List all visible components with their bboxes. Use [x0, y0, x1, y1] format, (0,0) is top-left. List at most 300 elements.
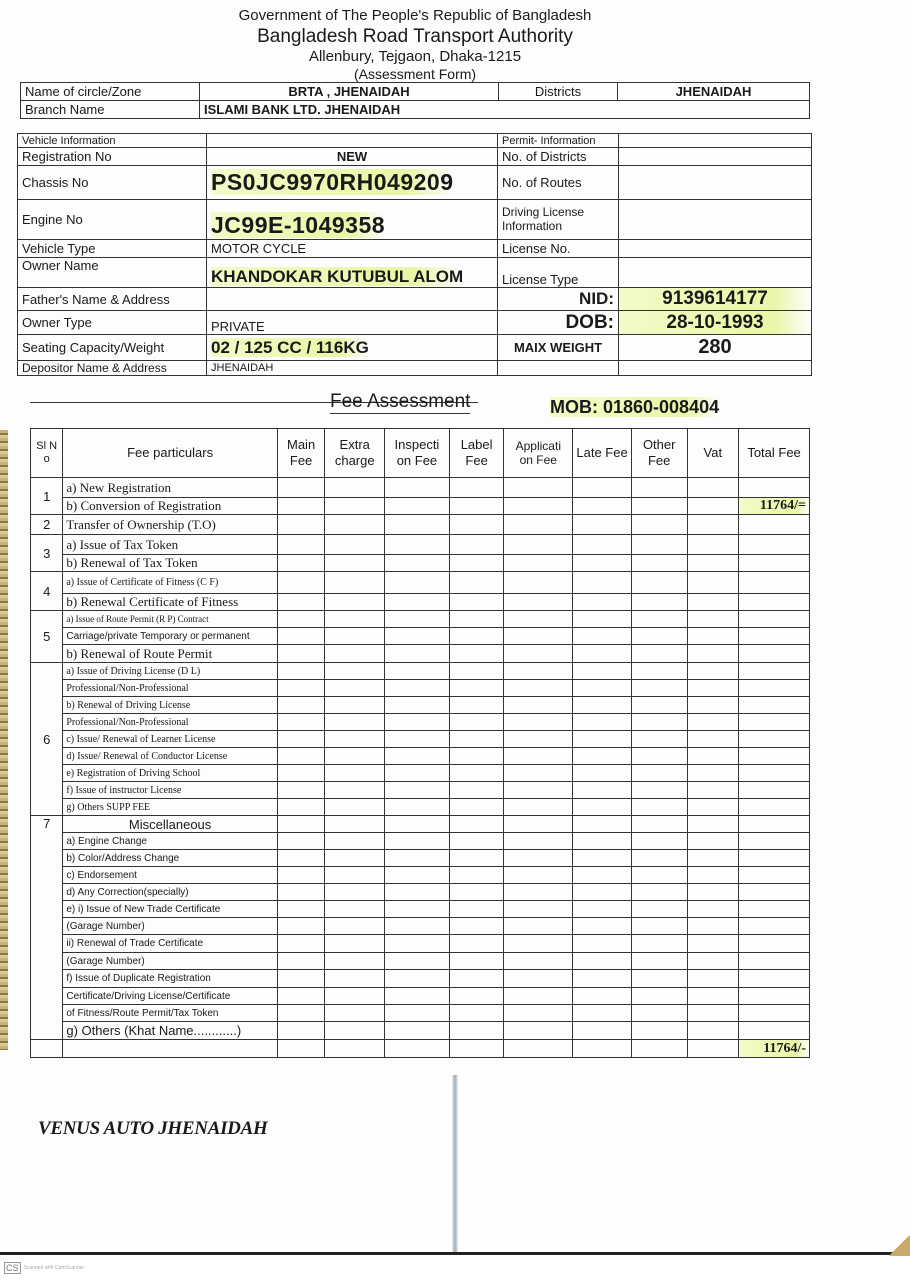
fee-cell: [573, 901, 632, 918]
fee-cell: [631, 1040, 687, 1058]
fee-cell: [385, 1022, 450, 1040]
depositor-label: Depositor Name & Address: [18, 361, 207, 376]
fee-cell: [573, 555, 632, 572]
fee-cell: [277, 498, 325, 515]
fee-cell: [277, 833, 325, 850]
fee-cell: [325, 748, 385, 765]
fee-cell: [687, 918, 739, 935]
fee-cell: [739, 867, 810, 884]
fee-cell: [687, 935, 739, 953]
fee-cell: [739, 731, 810, 748]
fee-cell: [385, 714, 450, 731]
fee-cell: [631, 731, 687, 748]
fee-cell: [631, 535, 687, 555]
fee-cell: [449, 765, 504, 782]
fee-row: [31, 478, 810, 498]
fee-cell: [739, 1022, 810, 1040]
fee-cell: [449, 663, 504, 680]
fee-cell: [277, 782, 325, 799]
fee-cell: [504, 515, 573, 535]
fee-cell: [739, 1005, 810, 1022]
fee-cell: [504, 765, 573, 782]
fee-cell: [449, 714, 504, 731]
fee-cell: [573, 697, 632, 714]
fee-cell: [687, 555, 739, 572]
zone-value: BRTA , JHENAIDAH: [200, 83, 499, 101]
fee-cell: [385, 731, 450, 748]
fee-row: [31, 555, 810, 572]
fee-row: [31, 1022, 810, 1040]
fee-row: [31, 918, 810, 935]
fee-cell: [449, 628, 504, 645]
registration-label: Registration No: [18, 148, 207, 166]
fee-cell: [687, 611, 739, 628]
fee-cell: [449, 833, 504, 850]
fee-cell: [385, 884, 450, 901]
fee-cell: [385, 478, 450, 498]
fee-cell: [504, 611, 573, 628]
fee-cell: [573, 918, 632, 935]
fee-cell: [449, 748, 504, 765]
fee-cell: [573, 884, 632, 901]
fee-cell: [687, 782, 739, 799]
fee-cell: [573, 478, 632, 498]
fee-cell: [277, 515, 325, 535]
fee-cell: [449, 515, 504, 535]
fee-cell: [449, 988, 504, 1005]
routes-label: No. of Routes: [498, 166, 619, 200]
owner-label: Owner Name: [18, 258, 207, 288]
fee-cell: [277, 867, 325, 884]
engine-value: JC99E-1049358: [211, 212, 386, 238]
fee-cell: [277, 535, 325, 555]
fee-particular: d) Any Correction(specially): [63, 884, 277, 901]
fee-cell: [504, 799, 573, 816]
owner-value: KHANDOKAR KUTUBUL ALOM: [211, 267, 464, 286]
fee-cell: [739, 478, 810, 498]
fee-particular: b) Renewal of Route Permit: [63, 645, 277, 663]
fee-cell: [63, 1040, 277, 1058]
fee-cell: [631, 765, 687, 782]
fee-particular: a) Engine Change: [63, 833, 277, 850]
fee-cell: [325, 697, 385, 714]
fee-cell: [573, 748, 632, 765]
fee-cell: [504, 645, 573, 663]
districts-label: Districts: [499, 83, 618, 101]
fee-cell: [385, 850, 450, 867]
fee-cell: [504, 1005, 573, 1022]
fee-row: [31, 645, 810, 663]
fee-cell: [631, 697, 687, 714]
fee-cell: [449, 478, 504, 498]
fee-cell: [687, 645, 739, 663]
fee-cell: [573, 628, 632, 645]
fee-cell: [385, 816, 450, 833]
fee-cell: [385, 663, 450, 680]
fee-cell: [573, 680, 632, 697]
fee-cell: [325, 799, 385, 816]
fee-row: [31, 663, 810, 680]
fee-cell: [325, 918, 385, 935]
grand-total-row: [31, 1040, 810, 1058]
fee-cell: [739, 611, 810, 628]
fee-cell: [325, 645, 385, 663]
fee-row: [31, 765, 810, 782]
fee-cell: [31, 1040, 63, 1058]
fee-particular: g) Others (Khat Name............): [63, 1022, 277, 1040]
fee-particular: of Fitness/Route Permit/Tax Token: [63, 1005, 277, 1022]
fee-cell: [325, 680, 385, 697]
fee-cell: [631, 1022, 687, 1040]
fee-cell: [449, 1040, 504, 1058]
fee-cell: [449, 611, 504, 628]
fee-particular: a) Issue of Tax Token: [63, 535, 277, 555]
fee-cell: [687, 765, 739, 782]
fee-cell: [739, 663, 810, 680]
fee-cell: [449, 816, 504, 833]
fee-cell: [687, 663, 739, 680]
fee-cell: [687, 799, 739, 816]
scanner-text: Scanned with CamScanner: [23, 1265, 85, 1271]
fee-cell: [631, 988, 687, 1005]
fee-cell: [739, 884, 810, 901]
fee-row: [31, 628, 810, 645]
fee-cell: [325, 782, 385, 799]
fee-cell: [325, 850, 385, 867]
fee-particular: b) Renewal of Driving License: [63, 697, 277, 714]
fee-cell: [325, 884, 385, 901]
fee-cell: [687, 478, 739, 498]
fee-cell: [504, 901, 573, 918]
fee-particular: Carriage/private Temporary or permanent: [63, 628, 277, 645]
fee-cell: [277, 988, 325, 1005]
fee-cell: [385, 1005, 450, 1022]
dob-label: DOB:: [498, 311, 619, 335]
serial-number: 1: [31, 478, 63, 515]
fee-cell: [687, 901, 739, 918]
fee-cell: [504, 918, 573, 935]
fee-row: [31, 867, 810, 884]
serial-number: 4: [31, 572, 63, 611]
max-weight-value: 280: [619, 335, 812, 361]
fee-assessment-title: Fee Assessment: [330, 391, 471, 412]
branch-label: Branch Name: [21, 101, 200, 119]
col-other-fee: Other Fee: [631, 429, 687, 478]
fee-row: [31, 572, 810, 594]
fee-cell: [504, 782, 573, 799]
zone-label: Name of circle/Zone: [21, 83, 200, 101]
fee-cell: [277, 1005, 325, 1022]
fee-cell: [631, 714, 687, 731]
fee-cell: [631, 572, 687, 594]
fee-cell: [325, 953, 385, 970]
fee-cell: [385, 697, 450, 714]
fee-cell: [277, 799, 325, 816]
fee-cell: [449, 1005, 504, 1022]
fee-cell: [573, 611, 632, 628]
fee-cell: [449, 901, 504, 918]
fee-cell: [504, 680, 573, 697]
fee-cell: [504, 935, 573, 953]
fee-particular: c) Endorsement: [63, 867, 277, 884]
grand-total-fee: 11764/-: [739, 1040, 810, 1058]
fee-particular: Transfer of Ownership (T.O): [63, 515, 277, 535]
fee-cell: [504, 714, 573, 731]
fee-cell: [504, 731, 573, 748]
fee-cell: [449, 799, 504, 816]
fee-particular: d) Issue/ Renewal of Conductor License: [63, 748, 277, 765]
fee-cell: [631, 663, 687, 680]
fee-cell: [687, 572, 739, 594]
header-government: Government of The People's Republic of Bangladesh: [238, 7, 592, 24]
fee-cell: [739, 748, 810, 765]
fee-particular: Certificate/Driving License/Certificate: [63, 988, 277, 1005]
fee-cell: [631, 1005, 687, 1022]
fee-row: [31, 816, 810, 833]
fee-cell: [449, 555, 504, 572]
mobile-number: MOB: 01860-008404: [550, 397, 720, 417]
fee-cell: [631, 782, 687, 799]
fee-particular: Professional/Non-Professional: [63, 680, 277, 697]
fee-cell: [739, 799, 810, 816]
col-label-fee: Label Fee: [449, 429, 504, 478]
fee-cell: [573, 935, 632, 953]
license-type-label: License Type: [498, 258, 619, 288]
fee-cell: [325, 1005, 385, 1022]
fee-cell: [449, 884, 504, 901]
fee-cell: [449, 867, 504, 884]
fee-cell: [504, 663, 573, 680]
fee-cell: [385, 680, 450, 697]
fee-cell: [504, 748, 573, 765]
scanner-watermark: [4, 1262, 84, 1274]
fee-table: [30, 428, 810, 1058]
fee-cell: [277, 555, 325, 572]
paper-edge: [0, 430, 8, 1050]
fee-cell: [277, 731, 325, 748]
fee-cell: [504, 478, 573, 498]
fee-cell: [449, 572, 504, 594]
fee-cell: [449, 535, 504, 555]
fee-cell: [631, 515, 687, 535]
fee-cell: [739, 850, 810, 867]
fee-cell: [385, 555, 450, 572]
fee-cell: [687, 884, 739, 901]
fee-cell: [449, 850, 504, 867]
fee-cell: [687, 594, 739, 611]
fee-cell: [631, 918, 687, 935]
branch-value: ISLAMI BANK LTD. JHENAIDAH: [200, 101, 810, 119]
fee-cell: [325, 535, 385, 555]
camscanner-logo-icon: CS: [6, 1263, 19, 1273]
header-authority: Bangladesh Road Transport Authority: [257, 26, 573, 47]
fee-cell: [385, 953, 450, 970]
fee-cell: [325, 572, 385, 594]
dob-value: 28-10-1993: [619, 311, 812, 335]
fee-cell: [687, 833, 739, 850]
fee-cell: [739, 970, 810, 988]
fee-cell: [504, 572, 573, 594]
fee-cell: [573, 833, 632, 850]
fee-cell: [277, 850, 325, 867]
fee-cell: [449, 953, 504, 970]
fee-cell: [277, 1022, 325, 1040]
fee-row: [31, 970, 810, 988]
fee-cell: [385, 594, 450, 611]
fee-cell: [739, 680, 810, 697]
fee-cell: [573, 1005, 632, 1022]
fee-cell: [385, 1040, 450, 1058]
fee-cell: [739, 645, 810, 663]
districts-count-label: No. of Districts: [498, 148, 619, 166]
fee-cell: [573, 714, 632, 731]
fee-cell: [385, 935, 450, 953]
fee-cell: [449, 498, 504, 515]
fee-cell: [449, 1022, 504, 1040]
fee-cell: [504, 697, 573, 714]
fee-cell: [573, 1040, 632, 1058]
fee-cell: [325, 1022, 385, 1040]
fee-cell: [687, 850, 739, 867]
fee-cell: [573, 799, 632, 816]
fee-row: [31, 611, 810, 628]
fee-cell: [573, 663, 632, 680]
fee-cell: [385, 611, 450, 628]
fee-cell: [687, 953, 739, 970]
fee-cell: [504, 535, 573, 555]
fee-row: [31, 498, 810, 515]
fee-cell: [504, 1040, 573, 1058]
vehicle-type-value: MOTOR CYCLE: [207, 240, 498, 258]
serial-number: 5: [31, 611, 63, 663]
fee-cell: [687, 680, 739, 697]
vehicle-section-label: Vehicle Information: [18, 134, 207, 148]
fee-cell: [504, 498, 573, 515]
fee-cell: [631, 816, 687, 833]
registration-value: NEW: [207, 148, 498, 166]
fee-cell: [687, 714, 739, 731]
fee-cell: [504, 555, 573, 572]
fee-row: [31, 782, 810, 799]
fee-particular: f) Issue of Duplicate Registration: [63, 970, 277, 988]
dl-info-label: Driving License Information: [498, 200, 619, 240]
col-application-fee: Applicati on Fee: [504, 429, 573, 478]
license-no-label: License No.: [498, 240, 619, 258]
fee-cell: [325, 611, 385, 628]
max-weight-label: MAIX WEIGHT: [498, 335, 619, 361]
fee-cell: [504, 628, 573, 645]
fee-cell: [325, 833, 385, 850]
fee-cell: [504, 884, 573, 901]
fee-row: [31, 850, 810, 867]
fee-row: [31, 535, 810, 555]
fee-cell: [631, 799, 687, 816]
fee-particular: a) Issue of Driving License (D L): [63, 663, 277, 680]
fee-cell: [325, 901, 385, 918]
paper-crease: [452, 1075, 458, 1255]
fee-cell: [739, 833, 810, 850]
fee-cell: [573, 988, 632, 1005]
fee-cell: [573, 867, 632, 884]
districts-value: JHENAIDAH: [618, 83, 810, 101]
col-total-fee: Total Fee: [739, 429, 810, 478]
chassis-value: PS0JC9970RH049209: [211, 169, 454, 195]
fee-particular: (Garage Number): [63, 918, 277, 935]
fee-cell: [631, 867, 687, 884]
fee-particular: b) Renewal of Tax Token: [63, 555, 277, 572]
fee-cell: [277, 697, 325, 714]
fee-cell: [687, 498, 739, 515]
serial-number: 6: [31, 663, 63, 816]
fee-cell: [277, 611, 325, 628]
col-main-fee: Main Fee: [277, 429, 325, 478]
fee-cell: [631, 953, 687, 970]
fee-cell: [504, 816, 573, 833]
fee-cell: [325, 555, 385, 572]
section-title: Miscellaneous: [63, 816, 277, 833]
header-address: Allenbury, Tejgaon, Dhaka-1215: [308, 48, 522, 65]
fee-cell: [277, 628, 325, 645]
father-value: [207, 288, 498, 311]
fee-particular: e) Registration of Driving School: [63, 765, 277, 782]
fee-cell: [385, 901, 450, 918]
fee-cell: [325, 731, 385, 748]
fee-cell: [504, 867, 573, 884]
fee-cell: [504, 988, 573, 1005]
col-inspection-fee: Inspecti on Fee: [385, 429, 450, 478]
fee-cell: [504, 833, 573, 850]
nid-value: 9139614177: [619, 288, 812, 311]
seating-value: 02 / 125 CC / 116KG: [211, 337, 369, 357]
fee-cell: [325, 1040, 385, 1058]
fee-cell: [631, 555, 687, 572]
fee-row: [31, 799, 810, 816]
fee-cell: [739, 714, 810, 731]
fee-cell: [449, 594, 504, 611]
fee-cell: [739, 555, 810, 572]
col-extra-charge: Extra charge: [325, 429, 385, 478]
fee-particular: f) Issue of instructor License: [63, 782, 277, 799]
fee-cell: [573, 782, 632, 799]
fee-cell: [687, 988, 739, 1005]
fee-cell: [325, 663, 385, 680]
col-vat: Vat: [687, 429, 739, 478]
fee-row: [31, 935, 810, 953]
fee-cell: [573, 765, 632, 782]
fee-cell: [687, 970, 739, 988]
fee-cell: [325, 816, 385, 833]
fee-cell: [631, 850, 687, 867]
fee-cell: [325, 867, 385, 884]
seating-label: Seating Capacity/Weight: [18, 335, 207, 361]
fee-cell: [739, 953, 810, 970]
fee-cell: [504, 953, 573, 970]
fee-cell: [631, 833, 687, 850]
fee-cell: [277, 594, 325, 611]
fee-particular: a) New Registration: [63, 478, 277, 498]
fee-cell: [687, 515, 739, 535]
fee-cell: [687, 697, 739, 714]
fee-particular: b) Conversion of Registration: [63, 498, 277, 515]
fee-cell: [573, 594, 632, 611]
fee-cell: [449, 782, 504, 799]
fee-cell: [687, 1005, 739, 1022]
fee-cell: [385, 867, 450, 884]
fee-cell: [573, 850, 632, 867]
fee-cell: [385, 628, 450, 645]
fee-cell: [385, 765, 450, 782]
fee-cell: [277, 918, 325, 935]
